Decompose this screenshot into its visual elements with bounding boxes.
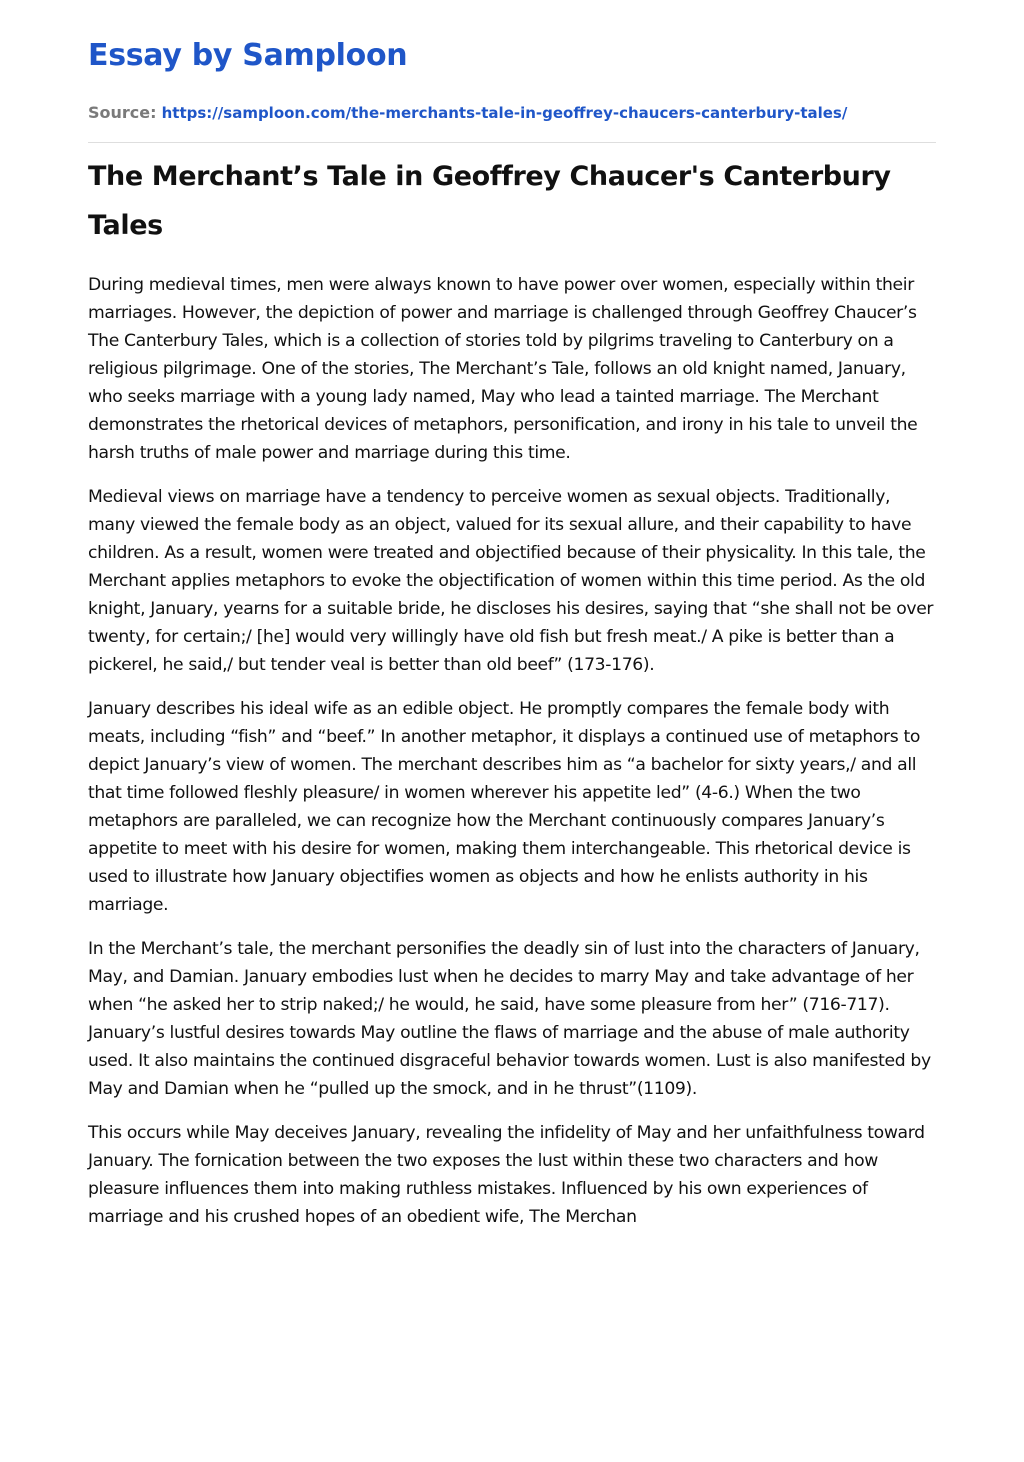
paragraph-3: January describes his ideal wife as an edible object. He promptly compares the female body with meats, including “fish” and “beef.” In another metaphor, it displays a continued use of metaphors to depict January’s view of women. The merchant describes him as “a bachelor for sixty years,/ and all that time followed fleshly pleasure/ in women wherever his appetite led” (4-6.) When the two metaphors are paralleled, we can recognize how the Merchant continuously compares January’s appetite to meet with his desire for women, making them interchangeable. This rhetorical device is used to illustrate how January objectifies women as objects and how he enlists authority in his marriage. [88, 699, 921, 915]
paragraph-2: Medieval views on marriage have a tendency to perceive women as sexual objects. Traditionally, many viewed the female body as an object, valued for its sexual allure, and their capability to have children. As a result, women were treated and objectified because of their physicality. In this tale, the Merchant applies metaphors to evoke the objectification of women within this time period. As the old knight, January, yearns for a suitable bride, he discloses his desires, saying that “she shall not be over twenty, for certain;/ [he] would very willingly have old fish but fresh meat./ A pike is better than a pickerel, he said,/ but tender veal is better than old beef” (173-176). [88, 487, 934, 675]
paragraph-4: In the Merchant’s tale, the merchant personifies the deadly sin of lust into the characters of January, May, and Damian. January embodies lust when he decides to marry May and take advantage of her when “he asked her to strip naked;/ he would, he said, have some pleasure from her” (716-717). January’s lustful desires towards May outline the flaws of marriage and the abuse of male authority used. It also maintains the continued disgraceful behavior towards women. Lust is also manifested by May and Damian when he “pulled up the smock, and in he thrust”(1109). [88, 939, 931, 1099]
source-label: Source: [88, 103, 157, 122]
source-line [88, 101, 847, 125]
essay-title: The Merchant’s Tale in Geoffrey Chaucer's Canterbury Tales [88, 161, 891, 241]
paragraph-1: During medieval times, men were always known to have power over women, especially within their marriages. However, the depiction of power and marriage is challenged through Geoffrey Chaucer’s The Canterbury Tales, which is a collection of stories told by pilgrims traveling to Canterbury on a religious pilgrimage. One of the stories, The Merchant’s Tale, follows an old knight named, January, who seeks marriage with a young lady named, May who lead a tainted marriage. The Merchant demonstrates the rhetorical devices of metaphors, personification, and irony in his tale to unveil the harsh truths of male power and marriage during this time. [88, 275, 918, 463]
source-link[interactable]: https://samploon.com/the-merchants-tale-in-geoffrey-chaucers-canterbury-tales/ [161, 104, 848, 122]
essay-body [88, 271, 936, 1247]
brand-title: Essay by Samploon [88, 38, 408, 73]
paragraph-5: This occurs while May deceives January, revealing the infidelity of May and her unfaithfulness toward January. The fornication between the two exposes the lust within these two characters and how pleasure influences them into making ruthless mistakes. Influenced by his own experiences of marriage and his crushed hopes of an obedient wife, The Merchan [88, 1123, 925, 1227]
header-divider [88, 142, 936, 143]
